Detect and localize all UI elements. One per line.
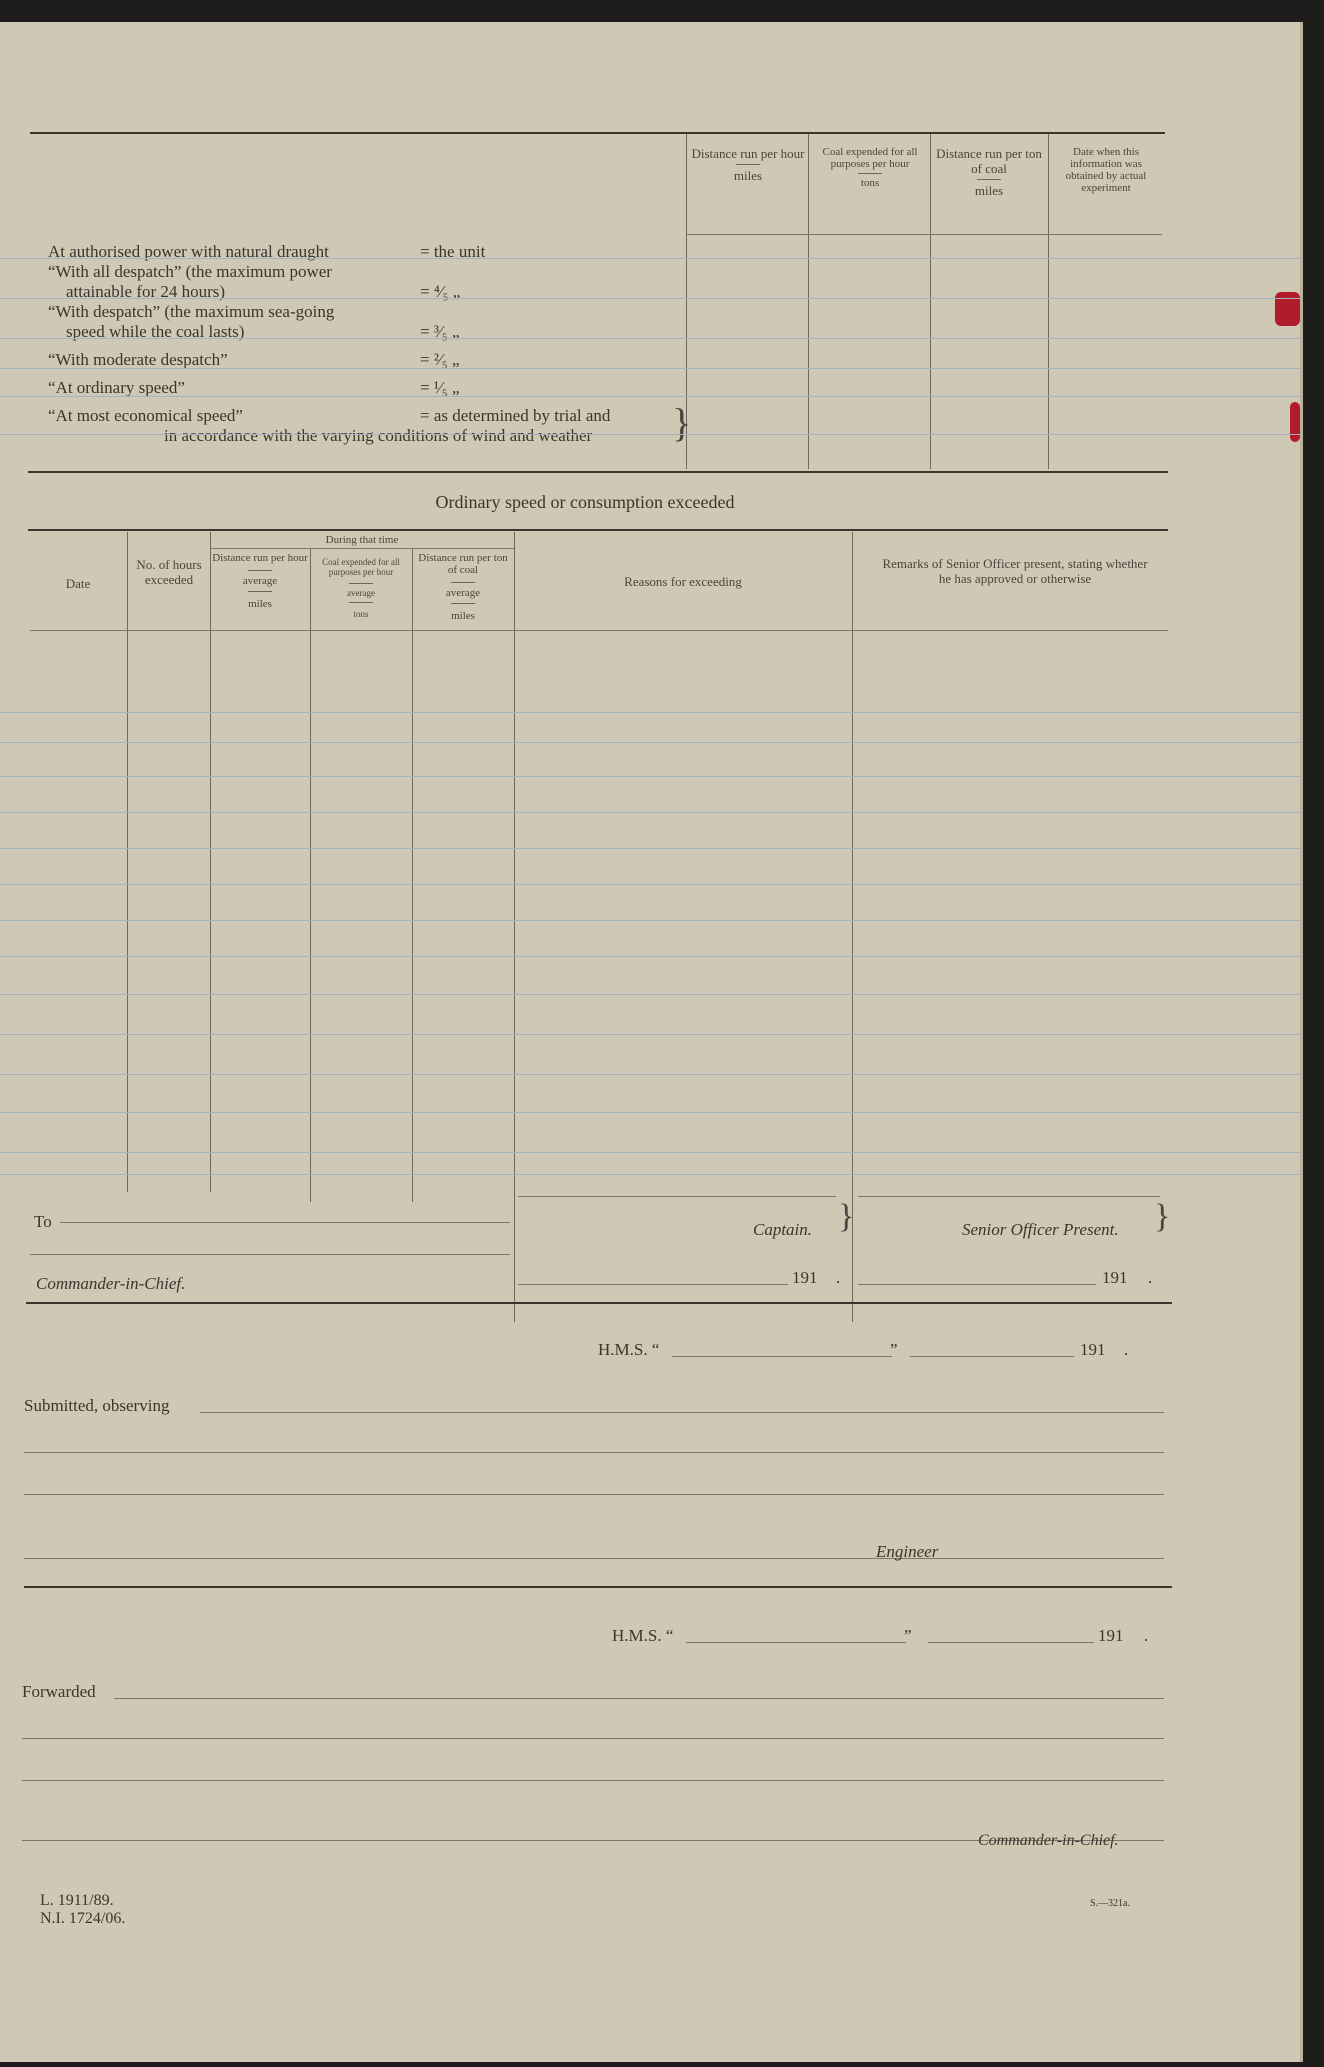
column-divider: [412, 548, 413, 1202]
ruled-line: [0, 884, 1300, 885]
header-label: Distance run per ton of coal: [418, 552, 508, 576]
senior-date-line[interactable]: [858, 1284, 1096, 1285]
header-label: Coal expended for all purposes per hour: [322, 557, 400, 577]
ruled-line: [0, 1034, 1300, 1035]
row-value: = as determined by trial and: [420, 406, 611, 425]
observation-line[interactable]: [24, 1452, 1164, 1453]
close-quote: ”: [904, 1626, 912, 1645]
row-ordinary-speed: “At ordinary speed”: [48, 378, 185, 397]
row-moderate-despatch: “With moderate despatch”: [48, 350, 228, 369]
header-date-obtained: [1050, 146, 1162, 194]
to-line-2[interactable]: [30, 1254, 510, 1255]
ruled-line: [0, 776, 1300, 777]
ruled-line: [0, 298, 1300, 299]
period: .: [1124, 1340, 1129, 1359]
ruled-line: [0, 920, 1300, 921]
row-value: = ³⁄₅ „: [420, 322, 460, 341]
column-divider: [127, 532, 128, 1192]
engineer-label: Engineer: [876, 1542, 939, 1561]
close-quote: ”: [890, 1340, 898, 1359]
header-label: Coal expended for all purposes per hour: [822, 146, 918, 170]
senior-label: Senior Officer Present.: [962, 1220, 1119, 1239]
during-that-time: During that time: [325, 534, 399, 546]
ruled-line: [0, 1074, 1300, 1075]
hms-label: H.M.S. “: [598, 1340, 660, 1359]
engineer-signature-line[interactable]: [24, 1558, 1164, 1559]
header-ex-distance-ton: [414, 552, 512, 622]
section-rule: [24, 1586, 1172, 1588]
column-divider: [1048, 134, 1049, 469]
header-unit: miles: [248, 598, 272, 610]
header-unit: tons: [353, 609, 369, 619]
observation-line[interactable]: [200, 1412, 1164, 1413]
section-rule: [28, 529, 1168, 531]
header-distance-per-hour: [690, 146, 806, 183]
ruled-line: [0, 1112, 1300, 1113]
forward-commander-label: Commander-in-Chief.: [978, 1832, 1119, 1849]
header-coal-expended: [812, 146, 928, 189]
red-edge-mark: [1290, 402, 1300, 442]
ruled-line: [0, 396, 1300, 397]
header-label: Distance run per ton of coal: [936, 146, 1042, 176]
period: .: [1148, 1268, 1153, 1287]
senior-year: 191: [1102, 1268, 1128, 1287]
header-average: average: [445, 587, 481, 599]
header-remarks: Remarks of Senior Officer present, stating whether he has approved or otherwise: [882, 556, 1148, 586]
section-rule: [26, 1302, 1172, 1304]
submitted-label: Submitted, observing: [24, 1396, 170, 1415]
exceeded-title: Ordinary speed or consumption exceeded: [435, 492, 735, 512]
ruled-line: [0, 434, 1300, 435]
row-despatch: “With despatch” (the maximum sea-going: [48, 302, 335, 321]
forward-line[interactable]: [22, 1780, 1164, 1781]
date-line[interactable]: [928, 1642, 1094, 1643]
row-value: = the unit: [420, 242, 486, 261]
ruled-line: [0, 812, 1300, 813]
column-divider: [514, 532, 515, 1322]
header-label: Distance run per hour: [212, 552, 308, 564]
brace: }: [672, 400, 692, 445]
ruled-line: [0, 956, 1300, 957]
column-divider: [310, 548, 311, 1202]
commander-label: Commander-in-Chief.: [36, 1274, 186, 1293]
ruled-line: [0, 1152, 1300, 1153]
reference-2: N.I. 1724/06.: [40, 1910, 126, 1927]
ruled-line: [0, 712, 1300, 713]
column-divider: [808, 134, 809, 469]
ship-name-line[interactable]: [672, 1356, 892, 1357]
top-rule: [30, 132, 1165, 134]
row-value: = ¹⁄₅ „: [420, 378, 460, 397]
header-underline: [686, 234, 1162, 235]
row-authorised-power: At authorised power with natural draught: [48, 242, 329, 261]
header-label: Date when this information was obtained by actual experiment: [1065, 146, 1147, 194]
date-line[interactable]: [910, 1356, 1074, 1357]
header-hours-exceeded: No. of hours exceeded: [136, 557, 202, 587]
header-ex-distance-hour: [212, 552, 308, 610]
header-date: Date: [65, 576, 91, 591]
ship-name-line[interactable]: [686, 1642, 906, 1643]
ruled-line: [0, 848, 1300, 849]
reference-1: L. 1911/89.: [40, 1892, 114, 1909]
ruled-line: [0, 258, 1300, 259]
row-value: = ²⁄₅ „: [420, 350, 460, 369]
ruled-line: [0, 994, 1300, 995]
to-line[interactable]: [60, 1222, 510, 1223]
year: 191: [1098, 1626, 1124, 1645]
brace: }: [838, 1198, 855, 1235]
row-value: = ⁴⁄₅ „: [420, 282, 461, 301]
forward-line[interactable]: [22, 1738, 1164, 1739]
column-divider: [930, 134, 931, 469]
to-label: To: [34, 1212, 52, 1231]
header-unit: miles: [974, 183, 1004, 198]
captain-year: 191: [792, 1268, 818, 1287]
brace: }: [1154, 1198, 1171, 1235]
row-all-despatch-cont: attainable for 24 hours): [66, 282, 226, 301]
header-label: Distance run per hour: [691, 146, 805, 161]
ruled-line: [0, 338, 1300, 339]
header-underline: [210, 548, 514, 549]
header-underline: [30, 630, 1168, 631]
header-reasons: Reasons for exceeding: [624, 574, 742, 589]
period: .: [1144, 1626, 1149, 1645]
row-economical-speed-cont: in accordance with the varying conditions of wind and weather: [164, 426, 593, 445]
row-economical-speed: “At most economical speed”: [48, 406, 243, 425]
header-distance-per-ton: [932, 146, 1046, 198]
row-all-despatch: “With all despatch” (the maximum power: [48, 262, 332, 281]
header-unit: miles: [451, 610, 475, 622]
forwarded-label: Forwarded: [22, 1682, 96, 1701]
header-ex-coal: [312, 557, 410, 619]
form-page: [0, 22, 1303, 2062]
forward-line[interactable]: [114, 1698, 1164, 1699]
ruled-line: [0, 368, 1300, 369]
ruled-line: [0, 1174, 1300, 1175]
header-unit: miles: [733, 168, 763, 183]
header-unit: tons: [860, 177, 880, 189]
column-divider: [210, 532, 211, 1192]
period: .: [836, 1268, 841, 1287]
row-despatch-cont: speed while the coal lasts): [66, 322, 245, 341]
captain-signature-line[interactable]: [518, 1196, 836, 1197]
observation-line[interactable]: [24, 1494, 1164, 1495]
header-average: average: [242, 575, 278, 587]
year: 191: [1080, 1340, 1106, 1359]
ruled-line: [0, 742, 1300, 743]
form-code: S.—321a.: [1090, 1898, 1130, 1909]
hms-label: H.M.S. “: [612, 1626, 674, 1645]
captain-date-line[interactable]: [518, 1284, 788, 1285]
captain-label: Captain.: [753, 1220, 813, 1239]
header-average: average: [347, 588, 375, 598]
senior-signature-line[interactable]: [858, 1196, 1160, 1197]
